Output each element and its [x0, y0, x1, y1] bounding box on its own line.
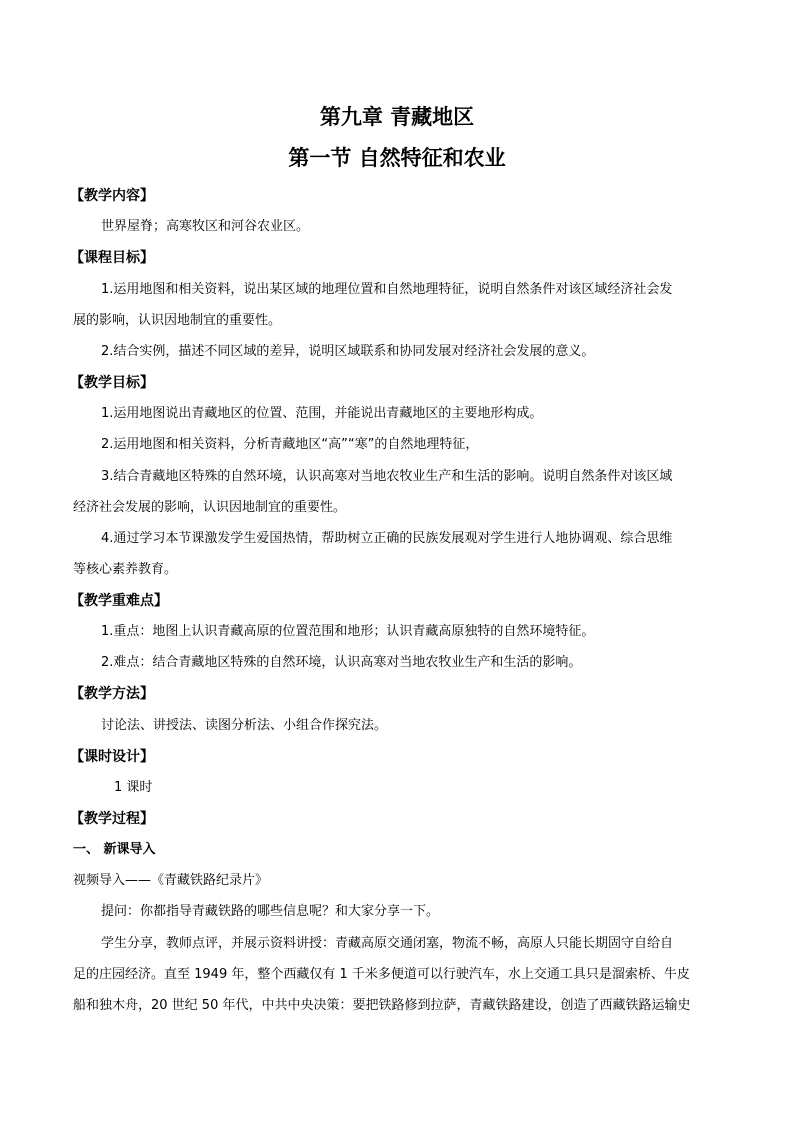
course-goal-2: 2.结合实例，描述不同区域的差异，说明区域联系和协同发展对经济社会发展的意义。: [101, 344, 595, 359]
process-line-3: 学生分享，教师点评，并展示资料讲授：青藏高原交通闭塞，物流不畅，高原人只能长期固守自给自: [101, 936, 674, 951]
chapter-title: 第九章 青藏地区: [319, 105, 475, 129]
heading-course-goals: 【课程目标】: [70, 250, 154, 266]
section-title: 第一节 自然特征和农业: [288, 146, 506, 170]
heading-process: 【教学过程】: [70, 811, 154, 827]
heading-hours: 【课时设计】: [70, 749, 154, 765]
process-line-4: 足的庄园经济。直至 1949 年，整个西藏仅有 1 千米多便道可以行驶汽车，水上交通工具只是溜索桥、牛皮: [73, 967, 690, 982]
process-line-2: 提问：你都指导青藏铁路的哪些信息呢？和大家分享一下。: [101, 904, 440, 919]
key-point-2: 2.难点：结合青藏地区特殊的自然环境，认识高寒对当地农牧业生产和生活的影响。: [101, 655, 582, 670]
heading-key-points: 【教学重难点】: [70, 593, 168, 609]
heading-teaching-content: 【教学内容】: [70, 188, 154, 204]
process-subheading-intro: 一、 新课导入: [73, 842, 156, 857]
teaching-goal-3-line1: 3.结合青藏地区特殊的自然环境，认识高寒对当地农牧业生产和生活的影响。说明自然条件对该区域: [101, 469, 673, 484]
course-goal-1-line2: 展的影响，认识因地制宜的重要性。: [73, 313, 282, 328]
course-goal-1-line1: 1.运用地图和相关资料，说出某区域的地理位置和自然地理特征，说明自然条件对该区域经济社会发: [101, 282, 673, 297]
teaching-content-text: 世界屋脊；高寒牧区和河谷农业区。: [101, 219, 310, 234]
hours-text: 1 课时: [114, 780, 153, 795]
teaching-goal-3-line2: 经济社会发展的影响，认识因地制宜的重要性。: [73, 500, 347, 515]
teaching-goal-1: 1.运用地图说出青藏地区的位置、范围，并能说出青藏地区的主要地形构成。: [101, 406, 543, 421]
process-line-1: 视频导入——《青藏铁路纪录片》: [73, 873, 269, 888]
teaching-goal-4-line1: 4.通过学习本节课激发学生爱国热情，帮助树立正确的民族发展观对学生进行人地协调观、综合思维: [101, 531, 673, 546]
heading-methods: 【教学方法】: [70, 686, 154, 702]
methods-text: 讨论法、讲授法、读图分析法、小组合作探究法。: [101, 718, 388, 733]
teaching-goal-4-line2: 等核心素养教育。: [73, 562, 178, 577]
teaching-goal-2: 2.运用地图和相关资料，分析青藏地区“高”“寒”的自然地理特征，: [101, 437, 479, 452]
heading-teaching-goals: 【教学目标】: [70, 375, 154, 391]
key-point-1: 1.重点：地图上认识青藏高原的位置范围和地形；认识青藏高原独特的自然环境特征。: [101, 624, 595, 639]
process-line-5: 船和独木舟，20 世纪 50 年代，中共中央决策：要把铁路修到拉萨，青藏铁路建设，创造了西藏铁路运输史: [73, 998, 691, 1013]
